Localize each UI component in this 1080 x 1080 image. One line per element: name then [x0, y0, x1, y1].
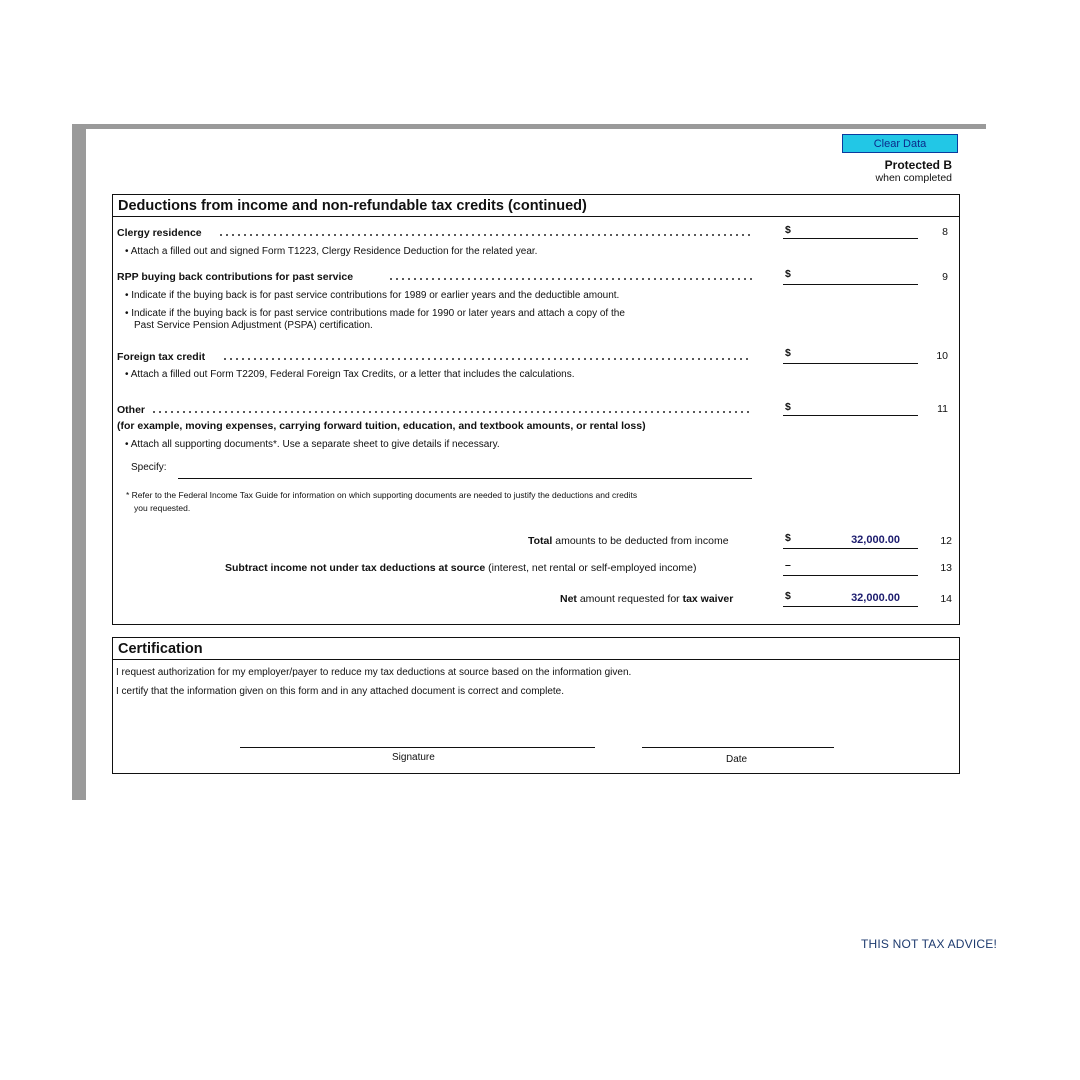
certification-title: Certification	[113, 638, 959, 660]
line-12-amount-field[interactable]	[783, 548, 918, 549]
line-number-8: 8	[942, 226, 948, 238]
line-number-10: 10	[936, 350, 948, 362]
line-14-amount-field[interactable]	[783, 606, 918, 607]
specify-input[interactable]	[178, 478, 752, 479]
leader-dots	[388, 271, 752, 281]
line-14-value: 32,000.00	[851, 592, 900, 604]
certification-section	[112, 637, 960, 774]
subtract-label-bold: Subtract income not under tax deductions at source	[225, 562, 486, 574]
net-label-end: tax waiver	[682, 593, 734, 605]
dollar-sign: $	[785, 268, 791, 280]
subtract-label-rest: (interest, net rental or self-employed income)	[485, 562, 697, 574]
other-label: Other	[117, 404, 146, 416]
line-12-value: 32,000.00	[851, 534, 900, 546]
protected-b-label	[876, 158, 952, 184]
rpp-note-2: • Indicate if the buying back is for past service contributions made for 1990 or later years and attach a copy of the	[125, 308, 625, 319]
net-label	[560, 593, 733, 605]
page-frame-top	[72, 124, 986, 129]
date-field[interactable]	[642, 747, 834, 748]
net-label-mid: amount requested for	[576, 593, 683, 605]
clergy-note: • Attach a filled out and signed Form T1223, Clergy Residence Deduction for the related year.	[125, 246, 538, 257]
signature-field[interactable]	[240, 747, 595, 748]
dollar-sign: $	[785, 590, 791, 602]
dollar-sign: $	[785, 401, 791, 413]
line-number-13: 13	[940, 562, 952, 574]
total-label-bold: Total	[528, 535, 553, 547]
other-example: (for example, moving expenses, carrying forward tuition, education, and textbook amounts, or rental loss)	[117, 420, 646, 432]
leader-dots	[222, 351, 752, 361]
rpp-note-1: • Indicate if the buying back is for past service contributions for 1989 or earlier years and the deductible amount.	[125, 290, 620, 301]
rpp-label: RPP buying back contributions for past service	[117, 271, 354, 283]
disclaimer-note: THIS NOT TAX ADVICE!	[860, 937, 997, 951]
date-label: Date	[726, 754, 748, 765]
subtract-label	[225, 562, 696, 574]
clear-data-button[interactable]: Clear Data	[842, 134, 958, 153]
certification-text-1: I request authorization for my employer/payer to reduce my tax deductions at source based on the information given.	[116, 667, 632, 678]
line-8-amount-field[interactable]	[783, 238, 918, 239]
deductions-title: Deductions from income and non-refundable tax credits (continued)	[113, 195, 959, 217]
line-9-amount-field[interactable]	[783, 284, 918, 285]
dollar-sign: $	[785, 347, 791, 359]
line-number-12: 12	[940, 535, 952, 547]
line-13-amount-field[interactable]	[783, 575, 918, 576]
rpp-note-2-cont: Past Service Pension Adjustment (PSPA) certification.	[134, 320, 373, 331]
net-label-bold: Net	[560, 593, 577, 605]
certification-text-2: I certify that the information given on this form and in any attached document is correct and complete.	[116, 686, 565, 697]
line-number-9: 9	[942, 271, 948, 283]
footnote-line-1: * Refer to the Federal Income Tax Guide for information on which supporting documents are needed to justify the deductions and credits	[126, 490, 638, 500]
signature-label: Signature	[392, 752, 435, 763]
dollar-sign: $	[785, 532, 791, 544]
protected-subtitle: when completed	[875, 172, 952, 184]
specify-label: Specify:	[131, 462, 167, 473]
protected-title: Protected B	[884, 158, 952, 172]
line-number-11: 11	[937, 403, 948, 415]
leader-dots	[218, 227, 752, 237]
page-frame-left	[72, 124, 86, 800]
line-number-14: 14	[940, 593, 952, 605]
clergy-residence-label: Clergy residence	[117, 227, 202, 239]
minus-sign: –	[785, 559, 791, 571]
line-11-amount-field[interactable]	[783, 415, 918, 416]
other-note: • Attach all supporting documents*. Use a separate sheet to give details if necessary.	[125, 439, 500, 450]
foreign-note: • Attach a filled out Form T2209, Federal Foreign Tax Credits, or a letter that includes the calculations.	[125, 369, 575, 380]
total-label	[528, 535, 729, 547]
total-label-rest: amounts to be deducted from income	[552, 535, 729, 547]
footnote-line-2: you requested.	[134, 503, 191, 513]
line-10-amount-field[interactable]	[783, 363, 918, 364]
foreign-tax-credit-label: Foreign tax credit	[117, 351, 206, 363]
leader-dots	[151, 404, 752, 414]
dollar-sign: $	[785, 224, 791, 236]
